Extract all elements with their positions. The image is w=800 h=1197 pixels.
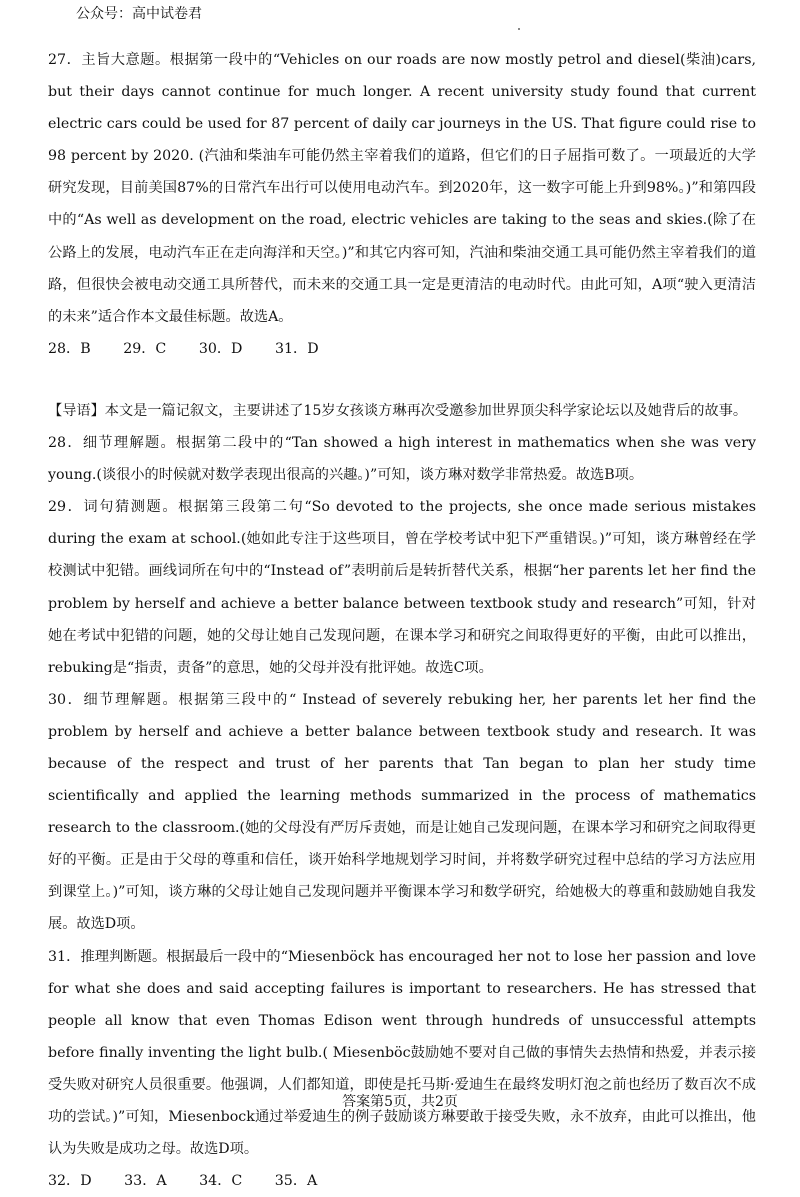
section-gap [48,365,756,395]
answer-33: 33．A [124,1173,167,1190]
page-footer: 答案第5页，共2页 [342,1094,458,1110]
watermark-header: 公众号：高中试卷君 [76,6,202,22]
answer-31: 31．D [274,340,319,357]
scan-speck [518,28,520,30]
answer-30: 30．D [198,340,243,357]
answer-27-explanation: 27．主旨大意题。根据第一段中的“Vehicles on our roads are now mostly petrol and diesel(柴油)cars, but their days cannot continue for much longer. A recent university study found that current electric cars could be used for 87 percent of daily car journeys in the US. That figure could rise to 98 percent by 2020. (汽油和柴油车可能仍然主宰着我们的道路，但它们的日子屈指可数了。一项最近的大学研究发现，目前美国87%的日常汽车出行可以使用电动汽车。到2020年，这一数字可能上升到98%。)”和第四段中的“As well as development on the road, electric vehicles are taking to the seas and skies.(除了在公路上的发展，电动汽车正在走向海洋和天空。)”和其它内容可知，汽油和柴油交通工具可能仍然主宰着我们的道路，但很快会被电动交通工具所替代，而未来的交通工具一定是更清洁的电动时代。由此可知，A项“驶入更清洁的未来”适合作本文最佳标题。故选A。 [48,52,756,325]
answer-35: 35．A [274,1173,318,1190]
answer-34: 34．C [199,1173,243,1190]
answer-content [48,44,756,1197]
answer-key-row-2 [48,1165,756,1197]
answer-30-explanation: 30．细节理解题。根据第三段中的“ Instead of severely rebuking her, her parents let her find the problem by herself and achieve a better balance between textbook study and research. It was because of the respect and trust of her parents that Tan began to plan her study time scientifically and applied the learning methods summarized in the process of mathematics research to the classroom.(她的父母没有严厉斥责她，而是让她自己发现问题，在课本学习和研究之间取得更好的平衡。正是由于父母的尊重和信任，谈开始科学地规划学习时间，并将数学研究过程中总结的学习方法应用到课堂上。)”可知，谈方琳的父母让她自己发现问题并平衡课本学习和数学研究，给她极大的尊重和鼓励她自我发展。故选D项。 [48,691,756,933]
passage-guide: 【导语】本文是一篇记叙文，主要讲述了15岁女孩谈方琳再次受邀参加世界顶尖科学家论坛以及她背后的故事。 [48,402,748,419]
answer-29-explanation: 29．词句猜测题。根据第三段第二句“So devoted to the projects, she once made serious mistakes during the exam at school.(她如此专注于这些项目，曾在学校考试中犯下严重错误。)”可知，谈方琳曾经在学校测试中犯错。画线词所在句中的“Instead of”表明前后是转折替代关系，根据“her parents let her find the problem by herself and achieve a better balance between textbook study and research”可知，针对她在考试中犯错的问题，她的父母让她自己发现问题，在课本学习和研究之间取得更好的平衡，由此可以推出，rebuking是“指责，责备”的意思，她的父母并没有批评她。故选C项。 [48,499,756,676]
answer-31-explanation: 31．推理判断题。根据最后一段中的“Miesenböck has encouraged her not to lose her passion and love for what she does and said accepting failures is important to researchers. He has stressed that people all know that even Thomas Edison went through hundreds of unsuccessful attempts before finally inventing the light bulb.( Miesenböc鼓励她不要对自己做的事情失去热情和热爱，并表示接受失败对研究人员很重要。他强调，人们都知道，即使是托马斯·爱迪生在最终发明灯泡之前也经历了数百次不成功的尝试。)”可知，Miesenbock通过举爱迪生的例子鼓励谈方琳要敢于接受失败，永不放弃，由此可以推出，他认为失败是成功之母。故选D项。 [48,948,756,1158]
answer-29: 29．C [123,340,167,357]
answer-28: 28．B [48,340,91,357]
answer-32: 32．D [48,1173,92,1190]
answer-28-explanation: 28．细节理解题。根据第二段中的“Tan showed a high interest in mathematics when she was very young.(谈很小的时候就对数学表现出很高的兴趣。)”可知，谈方琳对数学非常热爱。故选B项。 [48,435,756,484]
answer-key-row-1 [48,333,756,365]
